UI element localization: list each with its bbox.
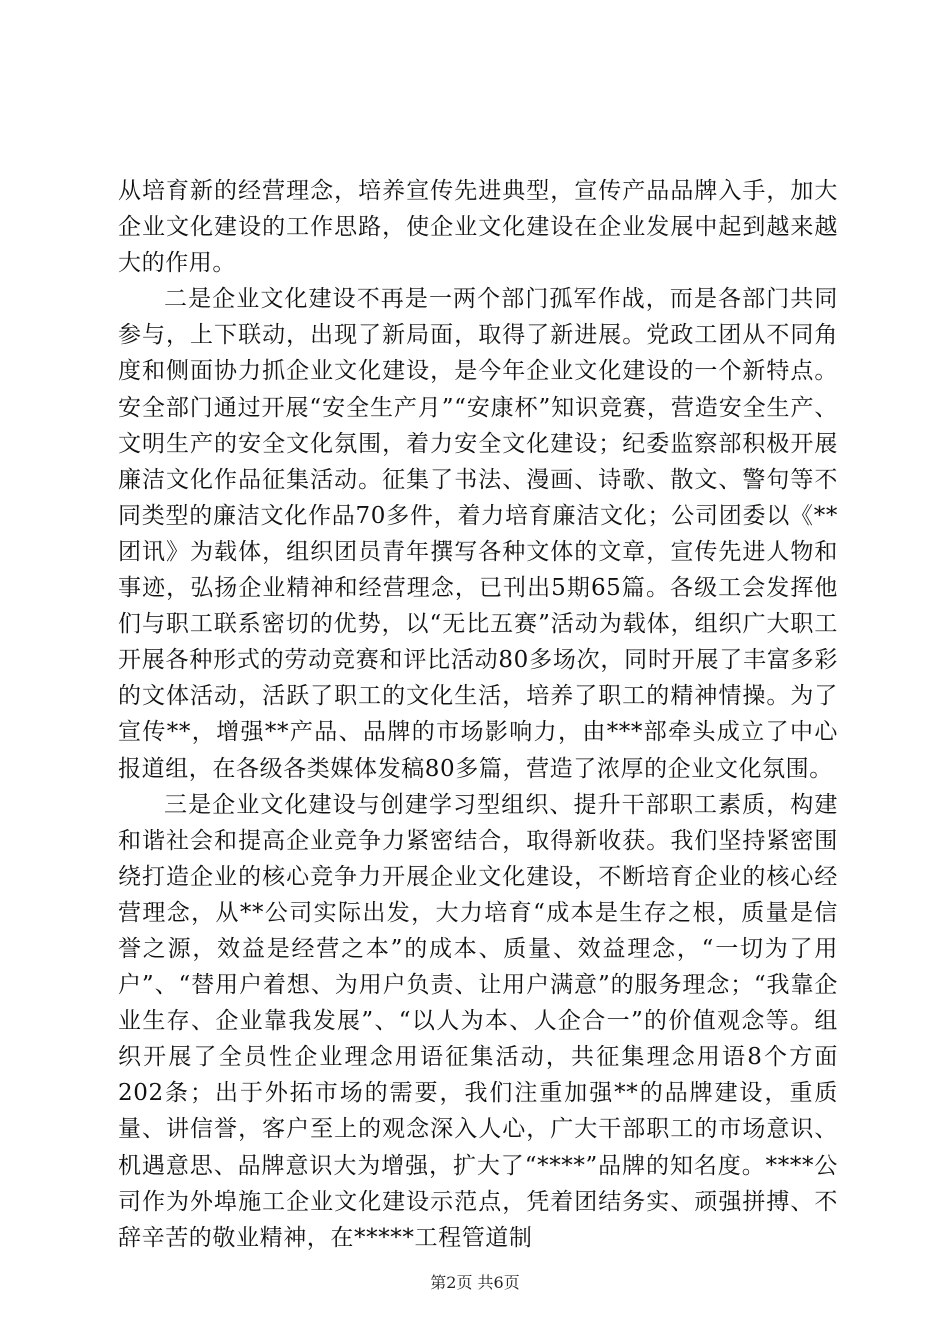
page-number-label: 第2页 共6页 (430, 1273, 520, 1292)
paragraph-3: 三是企业文化建设与创建学习型组织、提升干部职工素质，构建和谐社会和提高企业竞争力紧密结合，取得新收获。我们坚持紧密围绕打造企业的核心竞争力开展企业文化建设，不断培育企业的核心经营理念，从**公司实际出发，大力培育“成本是生存之根，质量是信誉之源，效益是经营之本”的成本、质量、效益理念，“一切为了用户”、“替用户着想、为用户负责、让用户满意”的服务理念；“我靠企业生存、企业靠我发展”、“以人为本、人企合一”的价值观念等。组织开展了全员性企业理念用语征集活动，共征集理念用语8个方面202条；出于外拓市场的需要，我们注重加强**的品牌建设，重质量、讲信誉，客户至上的观念深入人心，广大干部职工的市场意识、机遇意思、品牌意识大为增强，扩大了“****”品牌的知名度。****公司作为外埠施工企业文化建设示范点，凭着团结务实、顽强拼搏、不辞辛苦的敬业精神，在*****工程管道制 (118, 791, 838, 1251)
paragraph-1: 从培育新的经营理念，培养宣传先进典型，宣传产品品牌入手，加大企业文化建设的工作思路，使企业文化建设在企业发展中起到越来越大的作用。 (118, 178, 838, 277)
document-body (118, 173, 838, 1256)
paragraph-2: 二是企业文化建设不再是一两个部门孤军作战，而是各部门共同参与，上下联动，出现了新局面，取得了新进展。党政工团从不同角度和侧面协力抓企业文化建设，是今年企业文化建设的一个新特点。安全部门通过开展“安全生产月”“安康杯”知识竞赛，营造安全生产、文明生产的安全文化氛围，着力安全文化建设；纪委监察部积极开展廉洁文化作品征集活动。征集了书法、漫画、诗歌、散文、警句等不同类型的廉洁文化作品70多件，着力培育廉洁文化；公司团委以《**团讯》为载体，组织团员青年撰写各种文体的文章，宣传先进人物和事迹，弘扬企业精神和经营理念，已刊出5期65篇。各级工会发挥他们与职工联系密切的优势，以“无比五赛”活动为载体，组织广大职工开展各种形式的劳动竞赛和评比活动80多场次，同时开展了丰富多彩的文体活动，活跃了职工的文化生活，培养了职工的精神情操。为了宣传**，增强**产品、品牌的市场影响力，由***部牵头成立了中心报道组，在各级各类媒体发稿80多篇，营造了浓厚的企业文化氛围。 (118, 286, 838, 782)
page-footer (0, 1273, 950, 1293)
